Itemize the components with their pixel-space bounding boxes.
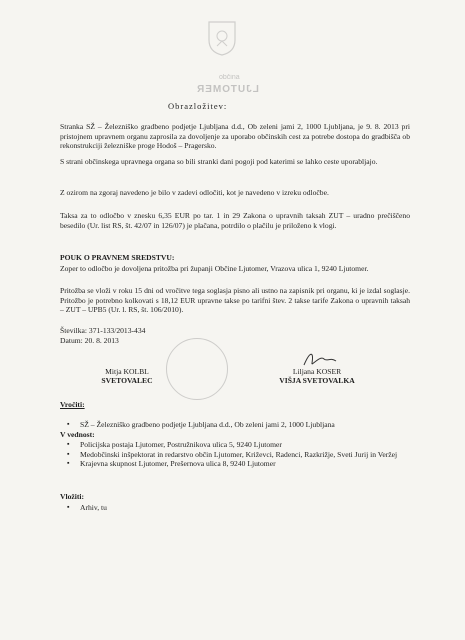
deliver-to-heading: Vročiti: — [60, 400, 85, 409]
file-heading: Vložiti: — [60, 492, 85, 501]
list-item: ▪ Krajevna skupnost Ljutomer, Prešernova ulica 8, 9240 Ljutomer — [60, 459, 410, 469]
cc-heading: V vednost: — [60, 430, 95, 439]
legal-remedy-heading: POUK O PRAVNEM SREDSTVU: — [60, 253, 175, 262]
official-stamp — [166, 338, 228, 400]
legal-remedy-paragraph-1: Zoper to odločbo je dovoljena pritožba pri županji Občine Ljutomer, Vrazova ulica 1, 9240 Ljutomer. — [60, 264, 369, 273]
signer-left-title: SVETOVALEC — [101, 376, 153, 385]
cc-list — [60, 440, 410, 469]
list-item: ▪ Policijska postaja Ljutomer, Postružnikova ulica 5, 9240 Ljutomer — [60, 440, 410, 450]
list-item: ▪ Medobčinski inšpektorat in redarstvo občin Ljutomer, Križevci, Radenci, Razkrižje, Sveti Jurij in Veržej — [60, 450, 410, 460]
paragraph-request: Stranka SŽ – Železniško gradbeno podjetje Ljubljana d.d., Ob zeleni jami 2, 1000 Ljubljana, je 9. 8. 2013 pri pristojnem upravnem organu zaprosila za dovoljenje za uporabo občinskih cest za potrebe dostopa do gradbišča ob rekonstrukciji železniške proge Hodoš – Pragersko. — [60, 122, 410, 151]
file-list — [60, 503, 410, 513]
signer-left-name: Mitja KOLBL — [105, 367, 149, 376]
list-item: ▪ Arhiv, tu — [60, 503, 410, 513]
list-item: ▪ SŽ – Železniško gradbeno podjetje Ljubljana d.d., Ob zeleni jami 2, 1000 Ljubljana — [60, 420, 410, 430]
deliver-to-list — [60, 420, 410, 430]
signature-left — [97, 367, 157, 385]
section-title: Obrazložitev: — [168, 101, 228, 111]
legal-remedy-paragraph-2: Pritožba se vloži v roku 15 dni od vročitve tega soglasja pisno ali ustno na zapisnik pri organu, ki je izdal soglasje. Pritožbo je potrebno kolkovati s 18,12 EUR upravne takse po tarifni štev. 2 takse tarife Zakona o upravnih taksah – ZUT – UPB5 (Ur. l. RS, št. 106/2010). — [60, 286, 410, 315]
letterhead-ljutomer: LJUTOMER — [196, 84, 259, 95]
signer-right-title: VIŠJA SVETOVALKA — [279, 376, 355, 385]
document-date: Datum: 20. 8. 2013 — [60, 336, 119, 345]
paragraph-fee: Taksa za to odločbo v znesku 6,35 EUR po tar. 1 in 29 Zakona o upravnih taksah ZUT – uradno prečiščeno besedilo (Ur. list RS, št. 42/07 in 126/07) je plačana, potrdilo o plačilu je priloženo k vlogi. — [60, 211, 410, 230]
signature-right — [266, 367, 368, 385]
paragraph-decision: Z ozirom na zgoraj navedeno je bilo v zadevi odločiti, kot je navedeno v izreku odločbe. — [60, 188, 329, 197]
handwritten-signature — [300, 349, 340, 369]
letterhead-obcina: občina — [219, 74, 240, 81]
paragraph-conditions: S strani občinskega upravnega organa so bili stranki dani pogoji pod katerimi se lahko ceste uporabljajo. — [60, 157, 378, 166]
municipal-crest-icon — [207, 20, 237, 56]
reference-number: Številka: 371-133/2013-434 — [60, 326, 146, 335]
signer-right-name: Liljana KOSER — [292, 367, 342, 376]
